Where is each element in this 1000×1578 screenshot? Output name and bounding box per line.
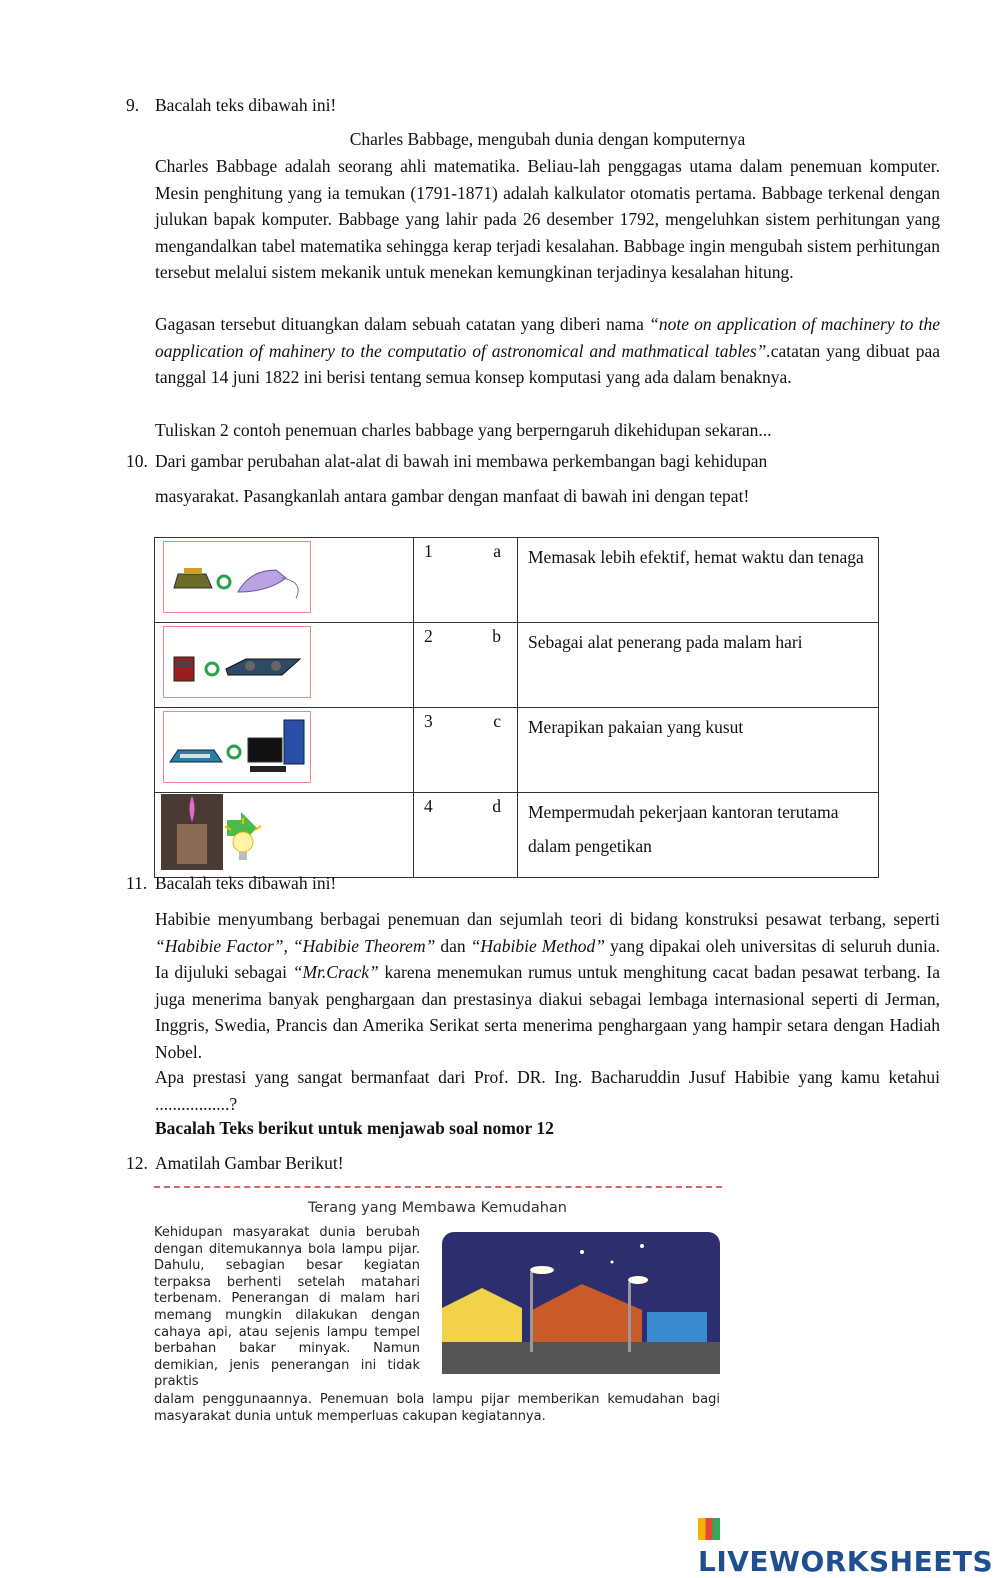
question-10-line-1: Dari gambar perubahan alat-alat di bawah ini membawa perkembangan bagi kehidupan xyxy=(155,451,768,471)
question-12-intro: Amatilah Gambar Berikut! xyxy=(155,1153,344,1173)
row-letter: d xyxy=(492,796,501,816)
question-12-note: Bacalah Teks berikut untuk menjawab soal nomor 12 xyxy=(155,1118,554,1138)
story-text-left: Kehidupan masyarakat dunia berubah dengan ditemukannya bola lampu pijar. Dahulu, sebagian besar kegiatan terpaksa berhenti setelah matahari terbenam. Penerangan di malam hari memang mungkin dilakukan dengan cahaya api, atau sejenis lampu tempel berbahan bakar minyak. Namun demikian, jenis penerangan ini tidak praktis xyxy=(154,1225,420,1390)
question-9-prompt: Tuliskan 2 contoh penemuan charles babbage yang berperngaruh dikehidupan sekaran... xyxy=(155,420,772,440)
row-letter: c xyxy=(493,711,501,731)
question-number-12: 12. xyxy=(126,1153,148,1173)
stove-evolution-icon xyxy=(163,626,311,698)
matching-row xyxy=(155,538,879,623)
question-number-9: 9. xyxy=(126,95,140,115)
question-11-intro: Bacalah teks dibawah ini! xyxy=(155,873,337,893)
liveworksheets-logo-icon xyxy=(698,1518,720,1540)
image-cell xyxy=(155,793,414,878)
question-number-11: 11. xyxy=(126,873,148,893)
question-11-prompt: Apa prestasi yang sangat bermanfaat dari Prof. DR. Ing. Bacharuddin Jusuf Habibie yang kamu ketahui .................? xyxy=(155,1067,940,1114)
matching-table xyxy=(154,537,879,878)
liveworksheets-logo xyxy=(698,1512,1000,1578)
benefit-description: Memasak lebih efektif, hemat waktu dan tenaga xyxy=(518,538,879,623)
habibie-paragraph: Habibie menyumbang berbagai penemuan dan sejumlah teori di bidang konstruksi pesawat terbang, seperti “Habibie Factor”, “Habibie Theorem” dan “Habibie Method” yang dipakai oleh universitas di seluruh dunia. Ia dijuluki sebagai “Mr.Crack” karena menemukan rumus untuk menghitung cacat badan pesawat terbang. Ia juga menerima banyak penghargaan dan prestasinya diakui sebagai lembaga internasional seperti di Jerman, Inggris, Swedia, Prancis dan Amerika Serikat serta menerima penghargaan yang hampir setara dengan Hadiah Nobel. xyxy=(155,909,941,1062)
story-text-bottom: dalam penggunaannya. Penemuan bola lampu pijar memberikan kemudahan bagi masyarakat dunia untuk memperluas cakupan kegiatannya. xyxy=(154,1392,720,1424)
image-cell xyxy=(155,538,414,623)
row-letter: b xyxy=(492,626,501,646)
babbage-paragraph-1: Charles Babbage adalah seorang ahli matematika. Beliau-lah penggagas utama dalam penemuan komputer. Mesin penghitung yang ia temukan (1791-1871) adalah kalkulator otomatis pertama. Babbage terkenal dengan julukan bapak komputer. Babbage yang lahir pada 26 desember 1792, mengeluhkan sistem perhitungan yang mengandalkan tabel matematika sehingga kerap terjadi kesalahan. Babbage ingin mengubah sistem perhitungan tersebut melalui sistem mekanik untuk menekan kemungkinan terjadinya kesalahan hitung. xyxy=(155,156,940,282)
image-cell xyxy=(155,708,414,793)
question-number-10: 10. xyxy=(126,451,148,471)
row-number: 2 xyxy=(424,626,433,646)
computer-evolution-icon xyxy=(163,711,311,783)
benefit-description: Mempermudah pekerjaan kantoran terutama dalam pengetikan xyxy=(518,793,879,878)
matching-row xyxy=(155,708,879,793)
night-street-illustration xyxy=(442,1232,720,1374)
babbage-paragraph-2: Gagasan tersebut dituangkan dalam sebuah catatan yang diberi nama “note on application of machinery to the oapplication of mahinery to the computatio of astronomical and mathmatical tables”.catatan yang dibuat paa tanggal 14 juni 1822 ini berisi tentang semua konsep komputasi yang ada dalam benaknya. xyxy=(155,314,940,387)
number-cell xyxy=(414,623,518,708)
iron-evolution-icon xyxy=(163,541,311,613)
row-number: 1 xyxy=(424,541,433,561)
story-title: Terang yang Membawa Kemudahan xyxy=(307,1200,567,1216)
number-cell xyxy=(414,538,518,623)
row-number: 4 xyxy=(424,796,433,816)
image-cell xyxy=(155,623,414,708)
row-letter: a xyxy=(493,541,501,561)
number-cell xyxy=(414,708,518,793)
matching-row xyxy=(155,793,879,878)
dashed-divider xyxy=(154,1186,722,1188)
row-number: 3 xyxy=(424,711,433,731)
story-image xyxy=(150,1180,725,1430)
number-cell xyxy=(414,793,518,878)
benefit-description: Merapikan pakaian yang kusut xyxy=(518,708,879,793)
logo-text: LIVEWORKSHEETS xyxy=(698,1545,994,1578)
lamp-evolution-icon xyxy=(161,794,271,870)
matching-row xyxy=(155,623,879,708)
babbage-title: Charles Babbage, mengubah dunia dengan komputernya xyxy=(349,129,746,149)
question-10-line-2: masyarakat. Pasangkanlah antara gambar dengan manfaat di bawah ini dengan tepat! xyxy=(155,486,750,506)
question-9-intro: Bacalah teks dibawah ini! xyxy=(155,95,337,115)
benefit-description: Sebagai alat penerang pada malam hari xyxy=(518,623,879,708)
